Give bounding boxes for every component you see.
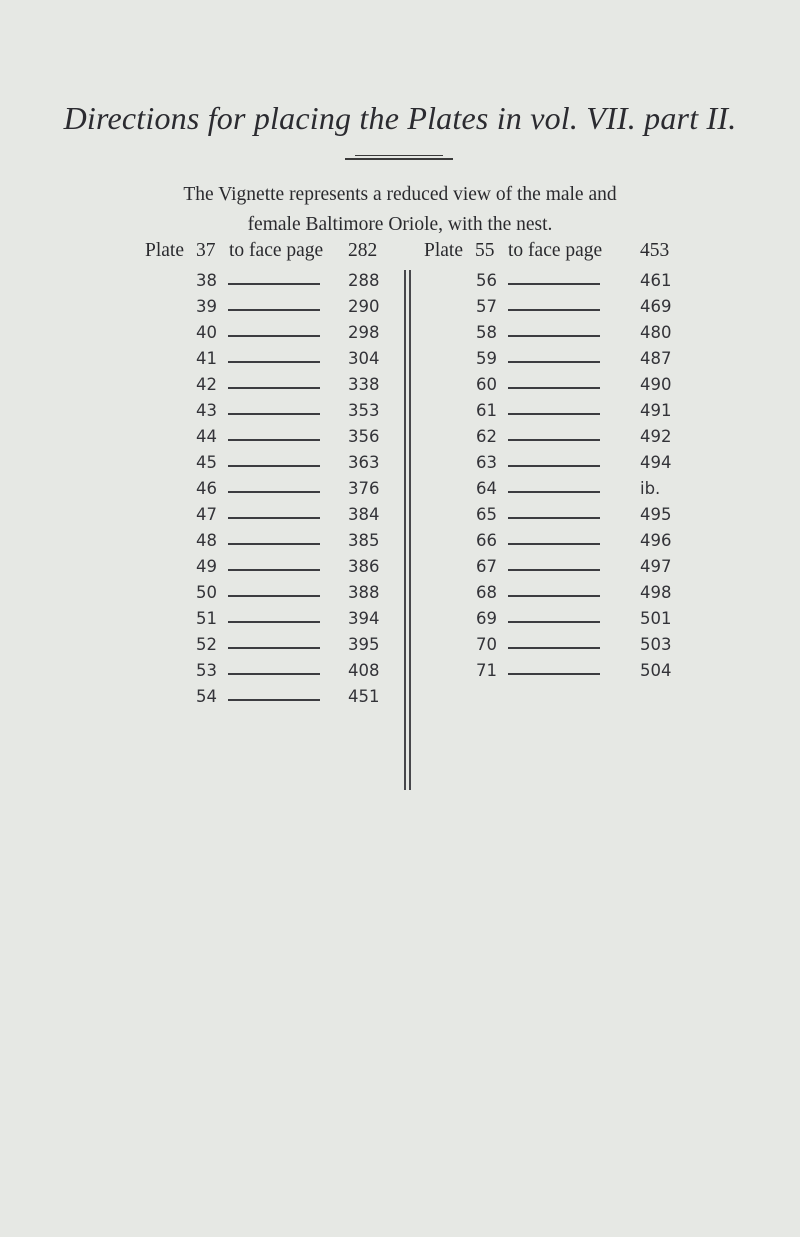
plate-number: 40: [196, 323, 217, 342]
plate-number: 48: [196, 531, 217, 550]
plate-number: 44: [196, 427, 217, 446]
page-number: 497: [640, 557, 672, 576]
page-number: 304: [348, 349, 380, 368]
leader-rule: [508, 647, 600, 649]
leader-rule: [508, 361, 600, 363]
page-number: 492: [640, 427, 672, 446]
page-number: 290: [348, 297, 380, 316]
page-number: 395: [348, 635, 380, 654]
plate-row: [196, 479, 398, 505]
leader-rule: [228, 465, 320, 467]
plate-row: [476, 401, 690, 427]
plate-row: [196, 427, 398, 453]
leader-rule: [508, 543, 600, 545]
plate-number: 46: [196, 479, 217, 498]
plate-number: 51: [196, 609, 217, 628]
page-number: 338: [348, 375, 380, 394]
leader-rule: [228, 517, 320, 519]
leader-rule: [228, 361, 320, 363]
page-number: 501: [640, 609, 672, 628]
title-rule-thin: [355, 155, 443, 156]
plate-row: [476, 453, 690, 479]
leader-rule: [508, 439, 600, 441]
plate-row: [476, 323, 690, 349]
plate-number: 68: [476, 583, 497, 602]
leader-rule: [228, 647, 320, 649]
plate-row: [196, 583, 398, 609]
plate-number: 67: [476, 557, 497, 576]
leader-rule: [508, 569, 600, 571]
plate-row: [476, 583, 690, 609]
leader-rule: [508, 283, 600, 285]
plate-number: 49: [196, 557, 217, 576]
page-number: 353: [348, 401, 380, 420]
plate-number: 64: [476, 479, 497, 498]
plate-row: [196, 349, 398, 375]
page-number: 503: [640, 635, 672, 654]
page-number: 386: [348, 557, 380, 576]
page-number: 480: [640, 323, 672, 342]
plate-row: [196, 297, 398, 323]
right-face-label: to face page: [508, 240, 603, 261]
plate-row: [476, 609, 690, 635]
leader-rule: [228, 335, 320, 337]
plate-number: 58: [476, 323, 497, 342]
leader-rule: [508, 465, 600, 467]
plate-number: 63: [476, 453, 497, 472]
page-number: 408: [348, 661, 380, 680]
page-number: 363: [348, 453, 380, 472]
leader-rule: [508, 335, 600, 337]
leader-rule: [508, 491, 600, 493]
page-number: 491: [640, 401, 672, 420]
title-rule-thick: [345, 158, 453, 160]
page-number: 494: [640, 453, 672, 472]
plate-number: 65: [476, 505, 497, 524]
plate-row: [196, 687, 398, 713]
page-number: 376: [348, 479, 380, 498]
plate-number: 39: [196, 297, 217, 316]
leader-rule: [508, 673, 600, 675]
plate-row: [196, 401, 398, 427]
plate-number: 70: [476, 635, 497, 654]
plate-number: 69: [476, 609, 497, 628]
page-number: ib.: [640, 479, 661, 498]
plate-number: 53: [196, 661, 217, 680]
plate-number: 71: [476, 661, 497, 680]
plate-number: 62: [476, 427, 497, 446]
leader-rule: [228, 673, 320, 675]
plate-row: [196, 375, 398, 401]
right-first-page: 453: [640, 240, 670, 261]
left-face-label: to face page: [229, 240, 324, 261]
vignette-note: [30, 180, 770, 240]
plate-row: [476, 349, 690, 375]
leader-rule: [228, 569, 320, 571]
leader-rule: [228, 595, 320, 597]
plate-row: [196, 609, 398, 635]
plate-row: [476, 661, 690, 687]
leader-rule: [228, 283, 320, 285]
plate-row: [476, 297, 690, 323]
plate-row: [196, 505, 398, 531]
plate-number: 38: [196, 271, 217, 290]
vignette-note-line-2: female Baltimore Oriole, with the nest.: [247, 214, 553, 235]
plate-row: [476, 479, 690, 505]
leader-rule: [508, 595, 600, 597]
plate-row: [476, 531, 690, 557]
plate-row: [476, 505, 690, 531]
column-divider-2: [409, 270, 411, 790]
leader-rule: [508, 309, 600, 311]
left-plate-label: Plate: [145, 240, 184, 261]
page-number: 298: [348, 323, 380, 342]
page-number: 384: [348, 505, 380, 524]
plate-number: 57: [476, 297, 497, 316]
right-first-plate: 55: [475, 240, 495, 261]
leader-rule: [228, 491, 320, 493]
plate-row: [196, 453, 398, 479]
leader-rule: [508, 517, 600, 519]
plate-number: 43: [196, 401, 217, 420]
leader-rule: [228, 413, 320, 415]
leader-rule: [508, 621, 600, 623]
plate-number: 47: [196, 505, 217, 524]
left-first-page: 282: [348, 240, 378, 261]
leader-rule: [228, 543, 320, 545]
plate-number: 41: [196, 349, 217, 368]
plate-number: 61: [476, 401, 497, 420]
right-plate-label: Plate: [424, 240, 463, 261]
page-number: 487: [640, 349, 672, 368]
page-number: 469: [640, 297, 672, 316]
page-number: 490: [640, 375, 672, 394]
plate-row: [196, 323, 398, 349]
left-first-plate: 37: [196, 240, 216, 261]
leader-rule: [228, 621, 320, 623]
column-divider-1: [404, 270, 406, 790]
leader-rule: [228, 309, 320, 311]
plate-row: [476, 635, 690, 661]
page-number: 385: [348, 531, 380, 550]
page-number: 388: [348, 583, 380, 602]
plate-row: [476, 427, 690, 453]
plate-number: 59: [476, 349, 497, 368]
page-number: 451: [348, 687, 380, 706]
plate-row: [196, 531, 398, 557]
plate-row: [476, 375, 690, 401]
leader-rule: [228, 699, 320, 701]
page-number: 461: [640, 271, 672, 290]
plate-number: 52: [196, 635, 217, 654]
page-number: 288: [348, 271, 380, 290]
plate-row: [196, 271, 398, 297]
page-number: 495: [640, 505, 672, 524]
page-number: 394: [348, 609, 380, 628]
plate-row: [196, 557, 398, 583]
plate-number: 42: [196, 375, 217, 394]
plate-number: 54: [196, 687, 217, 706]
plate-row: [196, 661, 398, 687]
page-number: 504: [640, 661, 672, 680]
plate-row: [476, 557, 690, 583]
plate-row: [476, 271, 690, 297]
leader-rule: [508, 387, 600, 389]
plate-number: 50: [196, 583, 217, 602]
plate-number: 66: [476, 531, 497, 550]
plate-number: 45: [196, 453, 217, 472]
page-number: 498: [640, 583, 672, 602]
vignette-note-line-1: The Vignette represents a reduced view of the male and: [183, 184, 617, 205]
page-number: 356: [348, 427, 380, 446]
page-title: Directions for placing the Plates in vol. VII. part II.: [63, 100, 737, 136]
plate-row: [196, 635, 398, 661]
page-number: 496: [640, 531, 672, 550]
leader-rule: [228, 387, 320, 389]
plate-number: 56: [476, 271, 497, 290]
plate-number: 60: [476, 375, 497, 394]
leader-rule: [228, 439, 320, 441]
leader-rule: [508, 413, 600, 415]
